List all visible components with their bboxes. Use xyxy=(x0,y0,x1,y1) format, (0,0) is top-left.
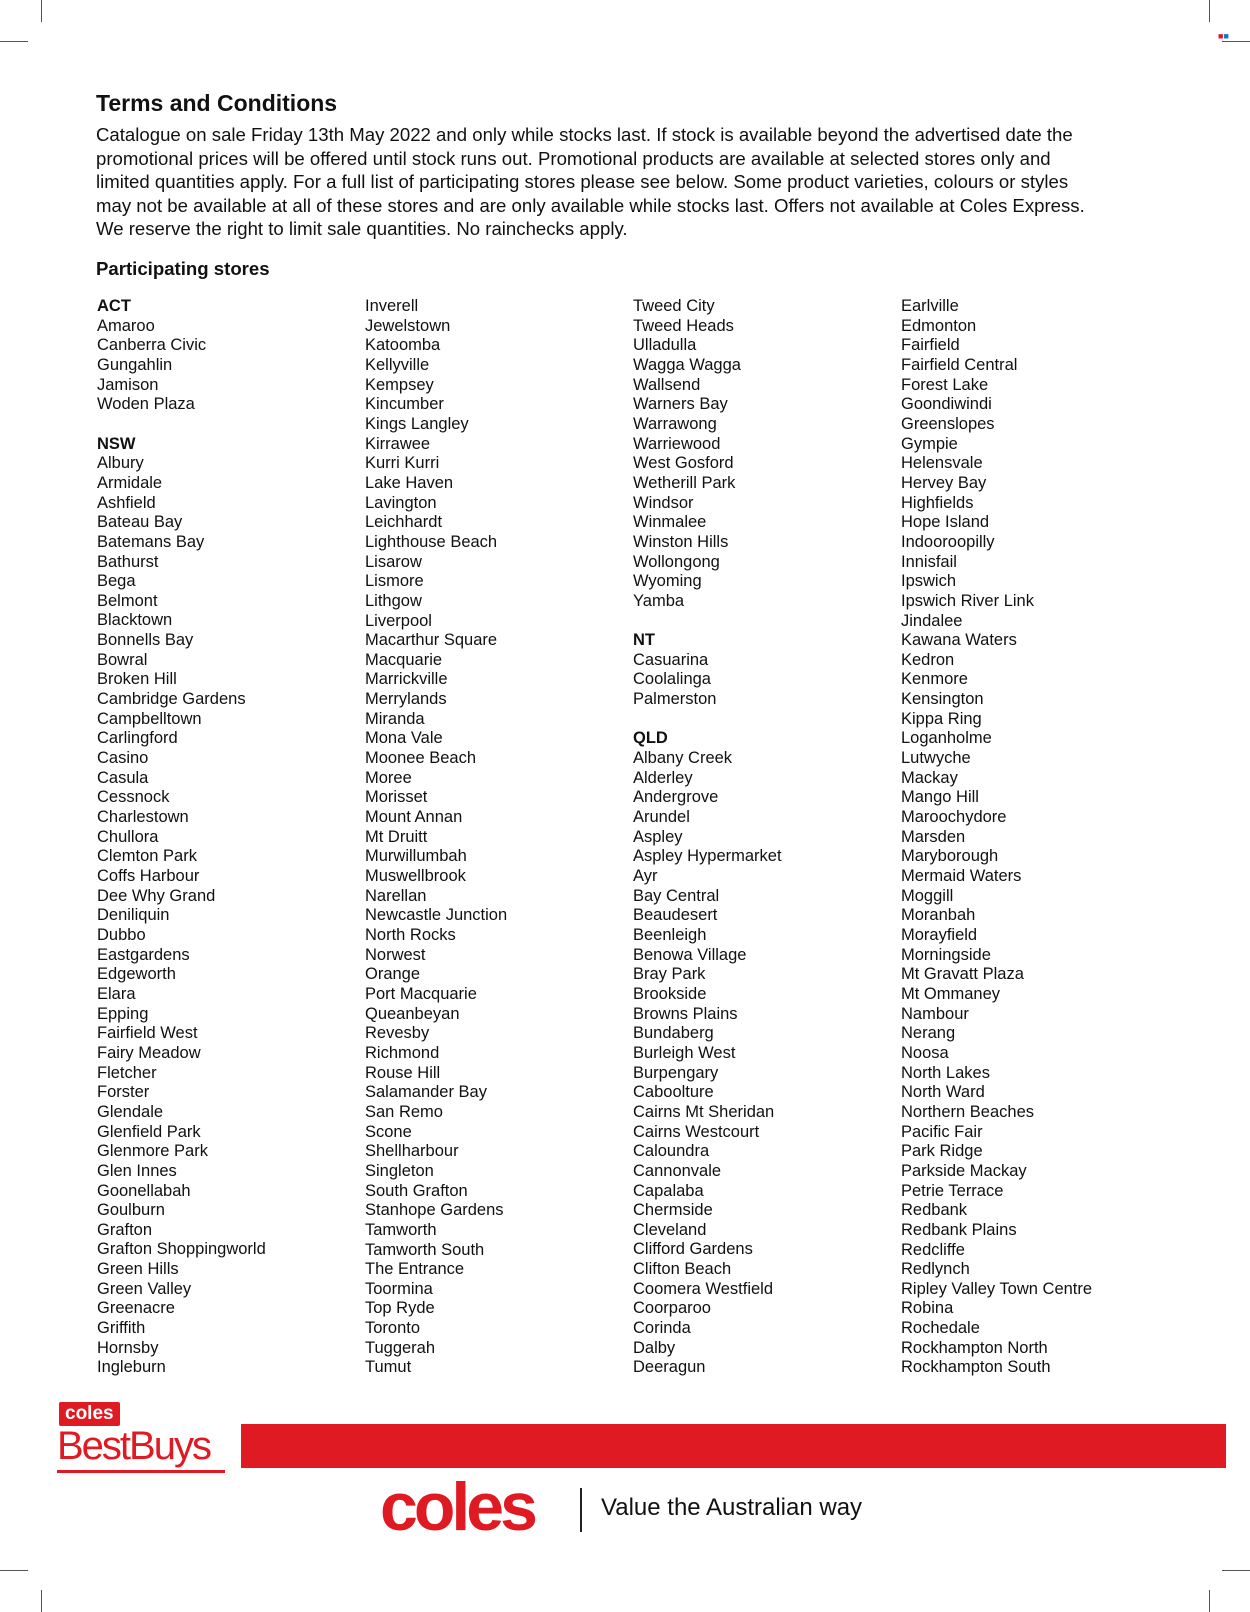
store-name: Redbank xyxy=(901,1201,968,1220)
store-name: Caboolture xyxy=(633,1083,714,1102)
store-name: Marrickville xyxy=(365,670,448,689)
store-name: Moggill xyxy=(901,886,954,905)
store-name: Rockhampton North xyxy=(901,1338,1048,1357)
store-name: Clifford Gardens xyxy=(633,1240,753,1259)
store-name: Edgeworth xyxy=(97,965,176,984)
store-name: Singleton xyxy=(365,1161,434,1180)
store-name: Casuarina xyxy=(633,650,709,669)
crop-mark xyxy=(1209,0,1210,22)
store-name: Nambour xyxy=(901,1004,969,1023)
store-name: Morayfield xyxy=(901,926,978,944)
page-title: Terms and Conditions xyxy=(96,90,338,116)
store-name: Kincumber xyxy=(365,395,444,414)
store-name: Grafton Shoppingworld xyxy=(97,1240,266,1259)
store-name: Goondiwindi xyxy=(901,395,992,414)
store-column xyxy=(365,297,625,1378)
store-name: North Lakes xyxy=(901,1063,990,1082)
store-name: Caloundra xyxy=(633,1142,710,1161)
store-name: Bray Park xyxy=(633,965,706,984)
terms-line: promotional prices will be offered until stock runs out. Promotional products are available at selected stores only and xyxy=(96,147,1051,169)
store-name: Highfields xyxy=(901,493,974,512)
store-name: North Ward xyxy=(901,1083,985,1102)
store-name: North Rocks xyxy=(365,926,456,944)
store-name: Yamba xyxy=(633,591,685,610)
terms-line: may not be available at all of these stores and are only available while stocks last. Offers not available at Coles Express. xyxy=(96,194,1085,216)
store-name: Mt Ommaney xyxy=(901,984,1001,1003)
store-name: Noosa xyxy=(901,1043,949,1062)
store-name: Goulburn xyxy=(97,1201,165,1220)
store-name: Beaudesert xyxy=(633,906,718,925)
terms-line: We reserve the right to limit sale quantities. No rainchecks apply. xyxy=(96,218,628,240)
crop-mark xyxy=(0,1570,28,1571)
store-name: Mackay xyxy=(901,768,958,787)
terms-line: limited quantities apply. For a full list of participating stores please see below. Some product varieties, colours or styles xyxy=(96,171,1069,193)
store-name: Forster xyxy=(97,1083,150,1102)
participating-stores-heading: Participating stores xyxy=(96,258,270,279)
store-name: Fletcher xyxy=(97,1063,157,1082)
store-name: Macarthur Square xyxy=(365,631,498,650)
store-name: Richmond xyxy=(365,1043,440,1062)
store-name: Gungahlin xyxy=(97,355,173,374)
store-name: Green Valley xyxy=(97,1279,192,1298)
store-name: Corinda xyxy=(633,1319,691,1338)
store-name: Wetherill Park xyxy=(633,473,736,492)
store-name: Carlingford xyxy=(97,729,178,748)
store-name: Glen Innes xyxy=(97,1161,177,1180)
store-name: Bateau Bay xyxy=(97,513,183,532)
store-name: Moranbah xyxy=(901,906,976,925)
store-name: Beenleigh xyxy=(633,925,707,944)
store-name: Cleveland xyxy=(633,1220,707,1239)
store-name: Capalaba xyxy=(633,1181,704,1200)
store-name: Ipswich River Link xyxy=(901,591,1034,610)
store-name: Inverell xyxy=(365,297,419,315)
store-name: Windsor xyxy=(633,493,694,512)
crop-mark xyxy=(41,0,42,22)
store-name: Mango Hill xyxy=(901,788,979,807)
store-name: Lighthouse Beach xyxy=(365,532,498,551)
store-name: West Gosford xyxy=(633,454,734,473)
store-name: San Remo xyxy=(365,1102,443,1121)
store-name: Cannonvale xyxy=(633,1161,722,1180)
store-name: Aspley xyxy=(633,827,683,846)
store-name: Lithgow xyxy=(365,591,422,610)
store-name: Chullora xyxy=(97,827,159,846)
store-name: Redbank Plains xyxy=(901,1220,1017,1239)
store-name: Toronto xyxy=(365,1319,421,1338)
store-name: Tuggerah xyxy=(365,1338,436,1357)
red-banner xyxy=(241,1424,1226,1468)
store-name: Deeragun xyxy=(633,1358,706,1377)
store-name: Marsden xyxy=(901,827,966,846)
section-spacer xyxy=(97,415,357,435)
store-name: Albany Creek xyxy=(633,749,733,768)
store-name: Ripley Valley Town Centre xyxy=(901,1279,1093,1298)
store-name: Kings Langley xyxy=(365,414,469,433)
store-name: Warners Bay xyxy=(633,395,728,414)
store-name: Dalby xyxy=(633,1338,676,1357)
store-name: Hope Island xyxy=(901,513,990,532)
store-name: Dee Why Grand xyxy=(97,886,216,905)
store-name: Lisarow xyxy=(365,552,422,571)
store-name: Wyoming xyxy=(633,572,702,591)
store-name: Charlestown xyxy=(97,808,189,827)
store-name: Port Macquarie xyxy=(365,984,477,1003)
store-name: Dubbo xyxy=(97,925,146,944)
store-name: Bay Central xyxy=(633,886,720,905)
store-name: Indooroopilly xyxy=(901,532,995,551)
store-name: Muswellbrook xyxy=(365,867,466,886)
store-name: Maroochydore xyxy=(901,808,1007,827)
terms-paragraph xyxy=(96,123,1166,241)
store-name: Clifton Beach xyxy=(633,1260,732,1279)
store-column xyxy=(97,297,357,1378)
store-name: Blacktown xyxy=(97,611,173,630)
state-heading: ACT xyxy=(97,297,131,315)
store-name: Albury xyxy=(97,454,144,473)
store-name: Kirrawee xyxy=(365,434,431,453)
coles-badge: coles xyxy=(59,1402,120,1426)
store-name: Gympie xyxy=(901,434,958,453)
store-name: Ashfield xyxy=(97,493,156,512)
store-name: Queanbeyan xyxy=(365,1004,460,1023)
store-name: Alderley xyxy=(633,768,693,787)
store-name: Innisfail xyxy=(901,552,957,571)
store-name: Newcastle Junction xyxy=(365,906,508,925)
store-name: Nerang xyxy=(901,1024,956,1043)
store-name: Loganholme xyxy=(901,729,992,748)
store-name: Wollongong xyxy=(633,552,720,571)
store-name: Lutwyche xyxy=(901,749,971,768)
store-name: Belmont xyxy=(97,591,158,610)
store-name: Clemton Park xyxy=(97,847,197,866)
store-name: Northern Beaches xyxy=(901,1102,1034,1121)
store-name: Fairfield Central xyxy=(901,355,1018,374)
store-name: South Grafton xyxy=(365,1181,468,1200)
store-column xyxy=(901,297,1161,1378)
store-name: Jamison xyxy=(97,375,159,394)
coles-bestbuys-logo xyxy=(57,1402,227,1472)
store-name: Salamander Bay xyxy=(365,1083,487,1102)
store-name: Glendale xyxy=(97,1102,164,1121)
store-name: Chermside xyxy=(633,1201,713,1220)
state-heading: QLD xyxy=(633,729,668,748)
store-name: Casula xyxy=(97,768,149,787)
store-name: Hervey Bay xyxy=(901,473,987,492)
store-name: Tumut xyxy=(365,1358,412,1377)
store-name: Bega xyxy=(97,572,136,591)
store-name: Woden Plaza xyxy=(97,395,195,414)
state-heading: NT xyxy=(633,631,655,650)
store-name: Mermaid Waters xyxy=(901,867,1022,886)
store-name: Norwest xyxy=(365,945,426,964)
bestbuys-underline xyxy=(57,1470,225,1473)
store-name: Burleigh West xyxy=(633,1043,736,1062)
section-spacer xyxy=(633,612,893,632)
store-name: Lake Haven xyxy=(365,473,454,492)
store-name: Redlynch xyxy=(901,1260,970,1279)
store-name: Park Ridge xyxy=(901,1142,983,1161)
store-name: Andergrove xyxy=(633,788,719,807)
crop-mark xyxy=(0,41,28,42)
store-name: Cairns Westcourt xyxy=(633,1122,760,1141)
store-name: Glenmore Park xyxy=(97,1142,208,1161)
store-name: Greenslopes xyxy=(901,414,995,433)
store-name: Redcliffe xyxy=(901,1240,965,1259)
store-name: Cambridge Gardens xyxy=(97,690,246,709)
store-name: Bathurst xyxy=(97,552,159,571)
store-name: Morisset xyxy=(365,788,428,807)
store-name: Campbelltown xyxy=(97,709,202,728)
store-name: Revesby xyxy=(365,1024,430,1043)
store-name: Ayr xyxy=(633,867,658,885)
store-name: Burpengary xyxy=(633,1063,719,1082)
store-name: Earlville xyxy=(901,297,959,315)
store-name: Top Ryde xyxy=(365,1299,435,1318)
store-name: Mt Gravatt Plaza xyxy=(901,965,1024,984)
store-name: Kedron xyxy=(901,650,955,669)
store-name: Morningside xyxy=(901,945,991,964)
terms-line: Catalogue on sale Friday 13th May 2022 and only while stocks last. If stock is available beyond the advertised date the xyxy=(96,124,1073,145)
store-name: Lavington xyxy=(365,493,437,512)
brand-tagline: Value the Australian way xyxy=(601,1494,863,1521)
crop-mark xyxy=(41,1590,42,1612)
store-name: Kawana Waters xyxy=(901,631,1017,650)
store-name: Warrawong xyxy=(633,414,717,433)
store-name: Wallsend xyxy=(633,375,701,394)
store-name: Palmerston xyxy=(633,690,717,709)
store-name: Winston Hills xyxy=(633,532,729,551)
store-name: Benowa Village xyxy=(633,945,747,964)
store-name: Edmonton xyxy=(901,316,977,335)
logo-divider xyxy=(580,1488,582,1532)
store-name: Jewelstown xyxy=(365,316,451,335)
crop-mark xyxy=(1222,41,1250,42)
store-name: Canberra Civic xyxy=(97,336,207,355)
store-name: Kensington xyxy=(901,690,984,709)
store-name: Fairy Meadow xyxy=(97,1043,201,1062)
store-name: Miranda xyxy=(365,709,425,728)
coles-logo: coles xyxy=(380,1469,534,1545)
store-name: Kurri Kurri xyxy=(365,454,440,473)
store-name: Elara xyxy=(97,984,136,1003)
state-heading: NSW xyxy=(97,434,136,453)
store-name: Ingleburn xyxy=(97,1358,166,1377)
crop-mark xyxy=(1222,1570,1250,1571)
store-name: Green Hills xyxy=(97,1260,179,1279)
store-name: Cessnock xyxy=(97,788,170,807)
store-name: Shellharbour xyxy=(365,1142,459,1161)
store-name: Lismore xyxy=(365,572,424,591)
store-name: Tweed City xyxy=(633,297,715,315)
store-name: Epping xyxy=(97,1004,149,1023)
store-name: Cairns Mt Sheridan xyxy=(633,1102,775,1121)
store-name: Rockhampton South xyxy=(901,1358,1051,1377)
store-name: Moree xyxy=(365,768,412,787)
store-name: Helensvale xyxy=(901,454,983,473)
store-name: Goonellabah xyxy=(97,1181,191,1200)
store-name: Kenmore xyxy=(901,670,968,689)
store-name: Deniliquin xyxy=(97,906,170,925)
store-name: Tamworth South xyxy=(365,1240,485,1259)
store-name: Toormina xyxy=(365,1279,433,1298)
store-name: Armidale xyxy=(97,473,163,492)
store-name: Merrylands xyxy=(365,690,447,709)
store-name: Coomera Westfield xyxy=(633,1279,774,1298)
store-name: Jindalee xyxy=(901,611,963,630)
store-name: Browns Plains xyxy=(633,1004,738,1023)
store-name: Fairfield West xyxy=(97,1024,198,1043)
store-name: Murwillumbah xyxy=(365,847,467,866)
store-name: Brookside xyxy=(633,984,707,1003)
store-name: Pacific Fair xyxy=(901,1122,983,1141)
store-name: Leichhardt xyxy=(365,513,443,532)
store-name: Wagga Wagga xyxy=(633,355,741,374)
store-name: Mona Vale xyxy=(365,729,443,748)
store-name: Petrie Terrace xyxy=(901,1181,1004,1200)
bestbuys-wordmark: BestBuys xyxy=(57,1424,210,1468)
store-name: Coffs Harbour xyxy=(97,867,200,886)
store-name: Fairfield xyxy=(901,336,960,355)
store-name: Stanhope Gardens xyxy=(365,1201,504,1220)
store-name: Amaroo xyxy=(97,316,155,335)
store-name: Rochedale xyxy=(901,1319,980,1338)
store-name: Scone xyxy=(365,1122,412,1141)
store-name: Warriewood xyxy=(633,434,721,453)
store-name: Parkside Mackay xyxy=(901,1161,1027,1180)
store-name: Broken Hill xyxy=(97,670,177,689)
store-name: Ipswich xyxy=(901,572,957,591)
store-name: Aspley Hypermarket xyxy=(633,847,782,866)
store-name: Forest Lake xyxy=(901,375,989,394)
store-name: Robina xyxy=(901,1299,954,1318)
store-name: Bonnells Bay xyxy=(97,631,194,650)
store-name: Bundaberg xyxy=(633,1024,714,1043)
store-name: Katoomba xyxy=(365,336,441,355)
store-name: Maryborough xyxy=(901,847,999,866)
store-name: Ulladulla xyxy=(633,336,697,355)
store-name: Arundel xyxy=(633,808,690,827)
store-name: Hornsby xyxy=(97,1338,159,1357)
store-name: Batemans Bay xyxy=(97,532,205,551)
store-name: Bowral xyxy=(97,650,148,669)
store-name: Rouse Hill xyxy=(365,1063,441,1082)
store-name: Kellyville xyxy=(365,355,430,374)
store-name: Greenacre xyxy=(97,1299,175,1318)
store-name: Mount Annan xyxy=(365,808,463,827)
store-name: Moonee Beach xyxy=(365,749,476,768)
store-name: The Entrance xyxy=(365,1260,465,1279)
store-column xyxy=(633,297,893,1378)
store-name: Tweed Heads xyxy=(633,316,734,335)
store-name: Tamworth xyxy=(365,1220,437,1239)
store-name: Kippa Ring xyxy=(901,709,982,728)
store-name: Kempsey xyxy=(365,375,434,394)
store-name: Casino xyxy=(97,749,149,768)
store-name: Winmalee xyxy=(633,513,707,532)
store-name: Griffith xyxy=(97,1319,146,1338)
section-spacer xyxy=(633,710,893,730)
store-name: Glenfield Park xyxy=(97,1122,201,1141)
crop-mark xyxy=(1209,1590,1210,1612)
store-name: Orange xyxy=(365,965,421,984)
store-name: Liverpool xyxy=(365,611,432,630)
store-name: Macquarie xyxy=(365,650,443,669)
store-name: Coorparoo xyxy=(633,1299,711,1318)
store-name: Narellan xyxy=(365,886,427,905)
store-name: Eastgardens xyxy=(97,945,190,964)
store-name: Mt Druitt xyxy=(365,827,428,846)
registration-mark-icon: ■■ xyxy=(1218,31,1229,41)
store-name: Grafton xyxy=(97,1220,153,1239)
store-name: Coolalinga xyxy=(633,670,711,689)
